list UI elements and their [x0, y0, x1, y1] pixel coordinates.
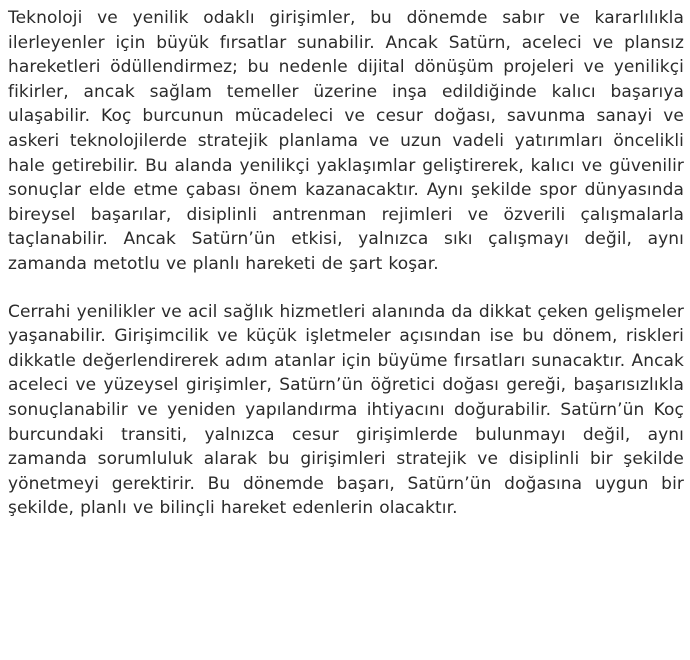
article-body — [8, 6, 684, 521]
paragraph-2: Cerrahi yenilikler ve acil sağlık hizmetleri alanında da dikkat çeken gelişmeler yaşanabilir. Girişimcilik ve küçük işletmeler açısından ise bu dönem, riskleri dikkatle değerlendirerek adım atanlar için büyüme fırsatları sunacaktır. Ancak aceleci ve yüzeysel girişimler, Satürn’ün öğretici doğası gereği, başarısızlıkla sonuçlanabilir ve yeniden yapılandırma ihtiyacını doğurabilir. Satürn’ün Koç burcundaki transiti, yalnızca cesur girişimlerde bulunmayı değil, aynı zamanda sorumluluk alarak bu girişimleri stratejik ve disiplinli bir şekilde yönetmeyi gerektirir. Bu dönemde başarı, Satürn’ün doğasına uygun bir şekilde, planlı ve bilinçli hareket edenlerin olacaktır. — [8, 301, 684, 519]
paragraph-1: Teknoloji ve yenilik odaklı girişimler, bu dönemde sabır ve kararlılıkla ilerleyenler için büyük fırsatlar sunabilir. Ancak Satürn, aceleci ve plansız hareketleri ödüllendirmez; bu nedenle dijital dönüşüm projeleri ve yenilikçi fikirler, ancak sağlam temeller üzerine inşa edildiğinde kalıcı başarıya ulaşabilir. Koç burcunun mücadeleci ve cesur doğası, savunma sanayi ve askeri teknolojilerde stratejik planlama ve uzun vadeli yatırımları öncelikli hale getirebilir. Bu alanda yenilikçi yaklaşımlar geliştirerek, kalıcı ve güvenilir sonuçlar elde etme çabası önem kazanacaktır. Aynı şekilde spor dünyasında bireysel başarılar, disiplinli antrenman rejimleri ve özverili çalışmalarla taçlanabilir. Ancak Satürn’ün etkisi, yalnızca sıkı çalışmayı değil, aynı zamanda metotlu ve planlı hareketi de şart koşar. — [8, 8, 684, 274]
